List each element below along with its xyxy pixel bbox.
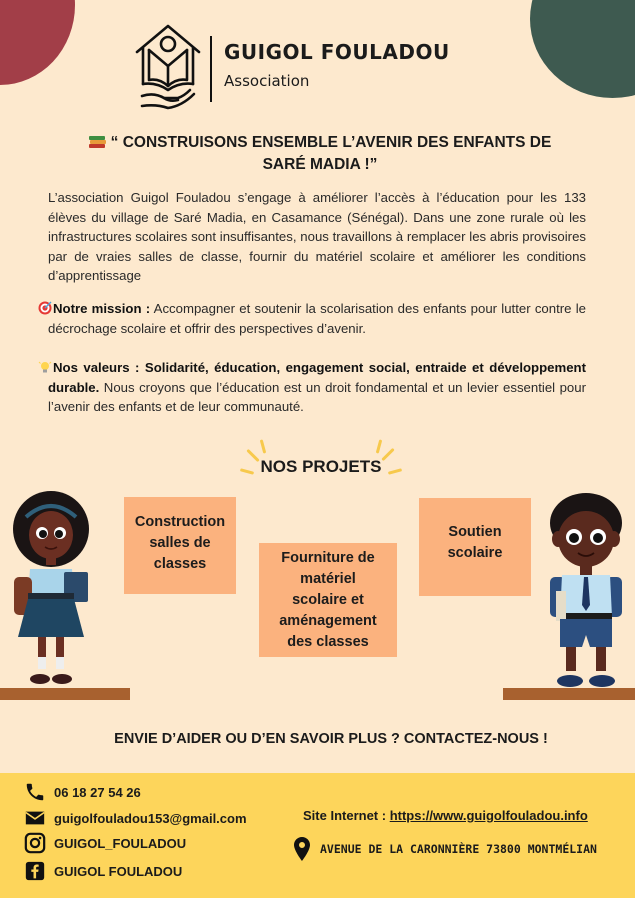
map-pin-icon: [294, 837, 310, 861]
card-line: scolaire: [447, 545, 503, 561]
phone-icon: [24, 781, 46, 803]
values-text: Nous croyons que l’éducation est un droit fondamental et un levier essentiel pour l’avenir des enfants et de leur communauté.: [48, 379, 586, 415]
contact-phone[interactable]: [24, 781, 141, 803]
card-line: aménagement: [279, 612, 377, 629]
slogan-heading: [60, 132, 580, 176]
card-line: Soutien: [448, 524, 502, 540]
contact-facebook[interactable]: [24, 860, 182, 882]
card-line: Fourniture de: [281, 549, 375, 566]
decorative-circle-red: [0, 0, 75, 85]
brand-text: [224, 22, 450, 90]
contact-email[interactable]: [24, 807, 247, 829]
values-label: Nos valeurs : Solidarité, éducation, engagement social, entraide et développement durable.: [48, 360, 586, 395]
ledge-left: [0, 688, 130, 700]
books-icon: [89, 136, 107, 148]
mission-label: Notre mission :: [53, 301, 151, 316]
instagram-handle: GUIGOL_FOULADOU: [54, 835, 187, 851]
card-line: classes: [153, 556, 207, 572]
mission-paragraph: [48, 299, 586, 338]
logo-divider: [210, 36, 212, 102]
website-link[interactable]: https://www.guigolfouladou.info: [389, 808, 588, 823]
facebook-page: GUIGOL FOULADOU: [54, 863, 183, 879]
projects-heading: [238, 440, 404, 488]
target-icon: [38, 301, 52, 315]
intro-paragraph: L’association Guigol Fouladou s’engage à améliorer l’accès à l’éducation pour les 133 élèves du village de Saré Madia, en Casamance (Sénégal). Dans une zone rurale où les infrastructures scolaires sont insuffisantes, nous travaillons à remplacer les abris provisoires par de vraies salles de classe, fournir du matériel scolaire et améliorer les conditions d’apprentissage: [48, 190, 586, 284]
sparkle-ray: [260, 439, 267, 453]
values-paragraph: [48, 358, 586, 417]
card-line: scolaire et: [292, 591, 364, 608]
instagram-icon: [24, 832, 46, 854]
postal-address: AVENUE DE LA CARONNIÈRE 73800 MONTMÉLIAN: [320, 842, 597, 856]
brand-title: GUIGOL FOULADOU: [224, 40, 450, 64]
email-address: guigolfouladou153@gmail.com: [54, 810, 247, 826]
card-line: Construction: [134, 514, 226, 530]
website-label: Site Internet :: [303, 808, 390, 823]
project-card-fournitures: [259, 543, 397, 657]
girl-student-illustration: [6, 487, 96, 692]
footer-contact: [0, 773, 635, 898]
projects-title: NOS PROJETS: [260, 457, 382, 476]
call-to-action: ENVIE D’AIDER OU D’EN SAVOIR PLUS ? CONTACTEZ-NOUS !: [114, 731, 548, 747]
address-line: [294, 837, 597, 861]
slogan-line-2: SARÉ MADIA !”: [262, 156, 378, 173]
card-line: matériel: [300, 570, 356, 587]
decorative-circle-green: [530, 0, 635, 98]
header-logo: [134, 22, 450, 114]
mission-text: Accompagner et soutenir la scolarisation des enfants pour lutter contre le décrochage scolaire et offrir des perspectives d’avenir.: [48, 301, 586, 336]
ledge-right: [503, 688, 635, 700]
facebook-icon: [24, 860, 46, 882]
email-icon: [24, 807, 46, 829]
project-card-soutien: [419, 498, 531, 596]
brand-subtitle: Association: [224, 72, 310, 90]
website-line: [303, 808, 588, 823]
sparkle-ray: [376, 439, 383, 453]
slogan-line-1: “ CONSTRUISONS ENSEMBLE L’AVENIR DES ENFANTS DE: [110, 134, 552, 151]
contact-instagram[interactable]: [24, 832, 186, 854]
phone-number: 06 18 27 54 26: [54, 784, 141, 800]
house-book-hand-icon: [134, 22, 202, 114]
boy-student-illustration: [540, 487, 632, 692]
card-line: des classes: [287, 633, 369, 650]
lightbulb-icon: [38, 360, 52, 374]
card-line: salles de: [149, 535, 211, 551]
project-card-construction: [124, 497, 236, 594]
